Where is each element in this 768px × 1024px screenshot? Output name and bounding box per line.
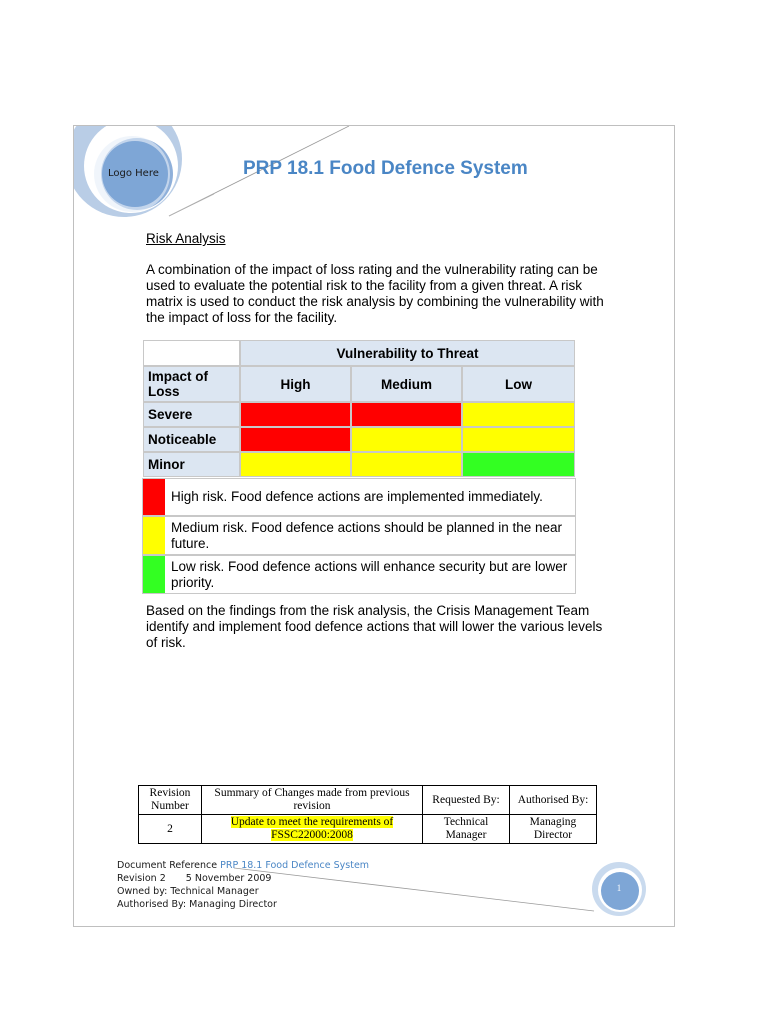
revision-authorised-by: Managing Director [510,815,597,844]
risk-cell-medium-risk [462,427,575,452]
risk-cell-high-risk [351,402,462,427]
footer-owned-by: Owned by: Technical Manager [117,886,259,897]
revision-table [138,785,597,844]
risk-cell-low-risk [462,452,575,477]
revision-header-summary: Summary of Changes made from previous revision [202,786,423,815]
revision-requested-by: Technical Manager [423,815,510,844]
legend-text: High risk. Food defence actions are implemented immediately. [171,489,543,504]
risk-cell-medium-risk [351,452,462,477]
risk-cell-medium-risk [462,402,575,427]
highlighted-summary: Update to meet the requirements of FSSC22000:2008 [230,816,394,841]
risk-cell-medium-risk [351,427,462,452]
revision-summary [202,815,423,844]
document-footer [117,859,369,911]
risk-cell-medium-risk [240,452,351,477]
legend-swatch-red [143,479,165,515]
footer-revision: Revision 2 [117,873,166,884]
risk-matrix-table [142,339,576,478]
legend-text: Low risk. Food defence actions will enhance security but are lower priority. [171,559,568,590]
footer-date: 5 November 2009 [185,873,272,884]
footer-authorised-by: Authorised By: Managing Director [117,899,277,910]
impact-of-loss-header: Impact of Loss [143,366,240,402]
section-heading: Risk Analysis [146,231,226,246]
page-number: 1 [616,883,622,893]
footer-revision-line [117,872,369,885]
legend-item-medium-risk [142,516,576,555]
revision-header-requested: Requested By: [423,786,510,815]
matrix-corner-cell [143,340,240,366]
column-header-medium: Medium [351,366,462,402]
row-label-minor: Minor [143,452,240,477]
risk-cell-high-risk [240,402,351,427]
intro-paragraph: A combination of the impact of loss rating and the vulnerability rating can be used to evaluate the potential risk to the facility from a given threat. A risk matrix is used to conduct the risk analysis by combining the vulnerability with the impact of loss for the facility. [146,262,604,325]
legend-text: Medium risk. Food defence actions should be planned in the near future. [171,520,562,551]
revision-header-authorised: Authorised By: [510,786,597,815]
closing-paragraph: Based on the findings from the risk analysis, the Crisis Management Team identify and implement food defence actions that will lower the various levels of risk. [146,603,603,650]
doc-ref-label: Document Reference [117,860,218,871]
revision-header-number: Revision Number [139,786,202,815]
legend-item-low-risk [142,555,576,594]
footer-doc-reference [117,859,369,872]
doc-ref-value: PRP 18.1 Food Defence System [220,860,370,871]
logo-placeholder: Logo Here [108,168,159,179]
row-label-noticeable: Noticeable [143,427,240,452]
column-header-low: Low [462,366,575,402]
row-label-severe: Severe [143,402,240,427]
legend-item-high-risk [142,478,576,516]
page-title: PRP 18.1 Food Defence System [243,158,528,179]
column-header-high: High [240,366,351,402]
vulnerability-header: Vulnerability to Threat [240,340,575,366]
legend-swatch-yellow [143,517,165,554]
risk-cell-high-risk [240,427,351,452]
legend-swatch-green [143,556,165,593]
revision-number: 2 [139,815,202,844]
